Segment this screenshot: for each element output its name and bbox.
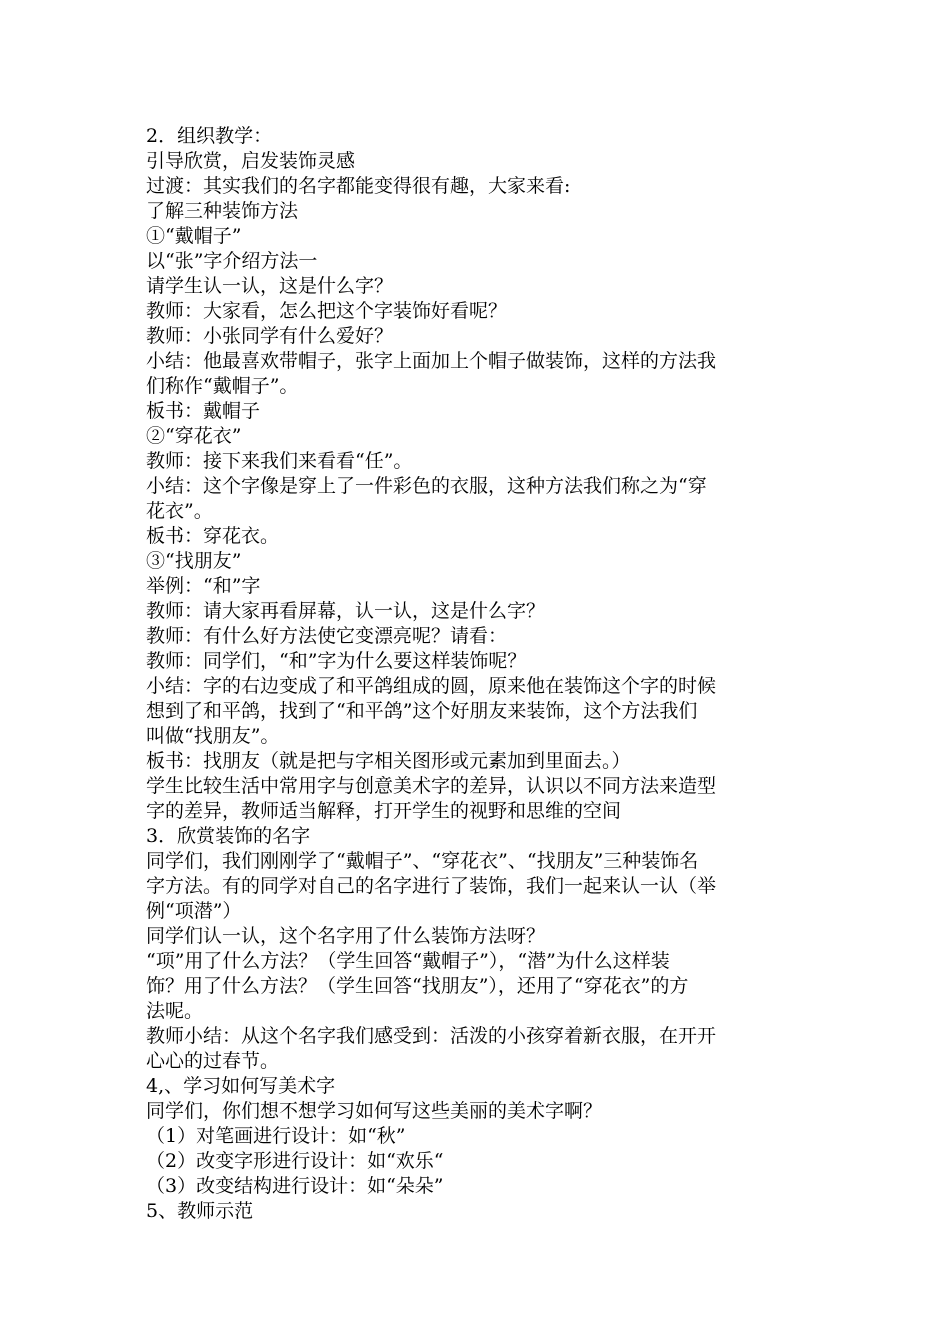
- text-line: 以“张”字介绍方法一: [146, 250, 318, 272]
- text-line: 学生比较生活中常用字与创意美术字的差异，认识以不同方法来造型: [146, 775, 717, 797]
- text-line: 饰？用了什么方法？（学生回答“找朋友”），还用了“穿花衣”的方: [146, 975, 689, 997]
- section-heading-organize-teaching: 2．组织教学：: [146, 125, 273, 147]
- section-heading-appreciate-names: 3．欣赏装饰的名字: [146, 825, 311, 847]
- text-line: 同学们，你们想不想学习如何写这些美丽的美术字啊？: [146, 1100, 603, 1122]
- text-line: 小结：字的右边变成了和平鸽组成的圆，原来他在装饰这个字的时候: [146, 675, 717, 697]
- text-line: 教师：同学们，“和”字为什么要这样装饰呢？: [146, 650, 527, 672]
- text-line: 引导欣赏，启发装饰灵感: [146, 150, 356, 172]
- text-line: 同学们认一认，这个名字用了什么装饰方法呀？: [146, 925, 546, 947]
- text-line: 花衣”。: [146, 500, 213, 522]
- text-line: 板书：找朋友（就是把与字相关图形或元素加到里面去。）: [146, 750, 631, 772]
- text-line: 法呢。: [146, 1000, 204, 1022]
- text-line: 教师：请大家再看屏幕，认一认，这是什么字？: [146, 600, 546, 622]
- method-heading-find-friend: ③“找朋友”: [146, 550, 242, 572]
- text-line: 同学们，我们刚刚学了“戴帽子”、“穿花衣”、“找朋友”三种装饰名: [146, 850, 699, 872]
- text-line: 请学生认一认，这是什么字？: [146, 275, 394, 297]
- text-line: 教师：接下来我们来看看“任”。: [146, 450, 413, 472]
- text-line: 教师小结：从这个名字我们感受到：活泼的小孩穿着新衣服，在开开: [146, 1025, 717, 1047]
- document-page: [146, 124, 818, 1224]
- text-line: 小结：这个字像是穿上了一件彩色的衣服，这种方法我们称之为“穿: [146, 475, 707, 497]
- text-line: 心心的过春节。: [146, 1050, 280, 1072]
- text-line: 字的差异，教师适当解释，打开学生的视野和思维的空间: [146, 800, 622, 822]
- text-line: 想到了和平鸽，找到了“和平鸽”这个好朋友来装饰，这个方法我们: [146, 700, 698, 722]
- text-line: 了解三种装饰方法: [146, 200, 299, 222]
- list-item: （1）对笔画进行设计：如“秋”: [146, 1125, 406, 1147]
- text-line: “项”用了什么方法？（学生回答“戴帽子”），“潜”为什么这样装: [146, 950, 670, 972]
- section-heading-teacher-demo: 5、教师示范: [146, 1200, 254, 1222]
- text-line: 举例：“和”字: [146, 575, 261, 597]
- text-line: 板书：穿花衣。: [146, 525, 280, 547]
- text-line: 例“项潜”）: [146, 900, 242, 922]
- section-heading-learn-art-letters: 4,、学习如何写美术字: [146, 1075, 336, 1097]
- text-line: 过渡：其实我们的名字都能变得很有趣，大家来看:: [146, 175, 571, 197]
- text-line: 教师：小张同学有什么爱好？: [146, 325, 394, 347]
- list-item: （3）改变结构进行设计：如“朵朵”: [146, 1175, 444, 1197]
- method-heading-wear-flower-clothes: ②“穿花衣”: [146, 425, 242, 447]
- text-line: 字方法。有的同学对自己的名字进行了装饰，我们一起来认一认（举: [146, 875, 717, 897]
- text-line: 教师：有什么好方法使它变漂亮呢？请看：: [146, 625, 508, 647]
- text-line: 小结：他最喜欢带帽子，张字上面加上个帽子做装饰，这样的方法我: [146, 350, 717, 372]
- list-item: （2）改变字形进行设计：如“欢乐“: [146, 1150, 444, 1172]
- text-line: 们称作“戴帽子”。: [146, 375, 299, 397]
- text-line: 教师：大家看，怎么把这个字装饰好看呢？: [146, 300, 508, 322]
- text-line: 板书：戴帽子: [146, 400, 261, 422]
- text-line: 叫做“找朋友”。: [146, 725, 280, 747]
- method-heading-wear-hat: ①“戴帽子”: [146, 225, 242, 247]
